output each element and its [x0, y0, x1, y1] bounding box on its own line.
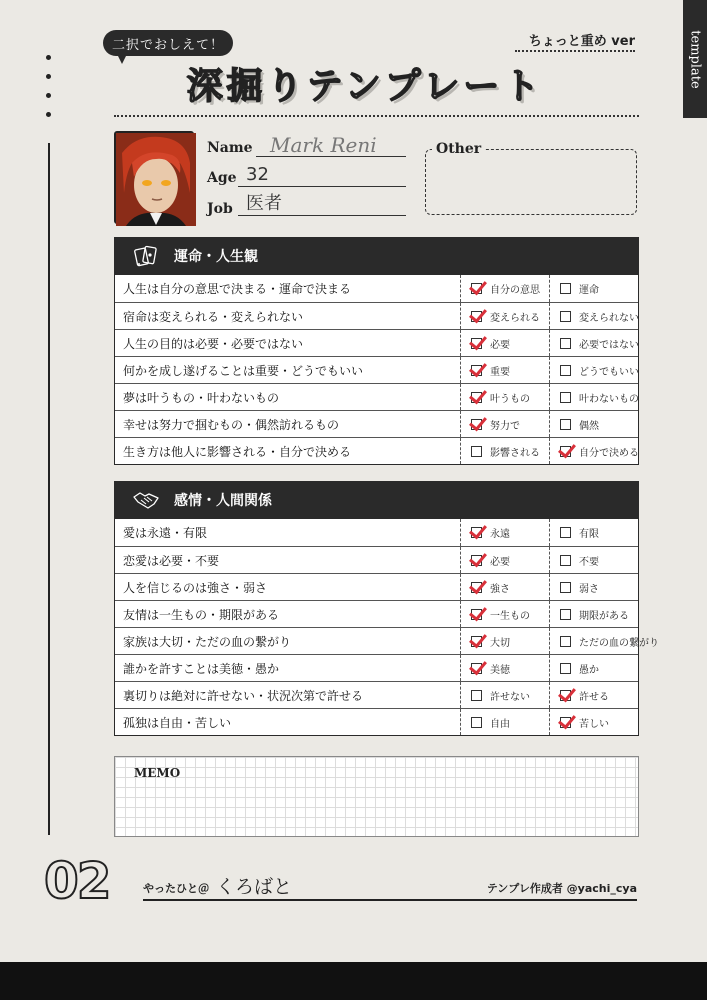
title-divider — [114, 115, 639, 117]
option-a[interactable] — [460, 275, 549, 302]
section-header — [114, 237, 639, 275]
bubble-tail — [116, 52, 128, 64]
option-label: 必要ではない — [579, 339, 639, 351]
name-value: Mark Reni — [270, 133, 377, 157]
option-label: 運命 — [579, 285, 599, 296]
question-text: 人を信じるのは強さ・弱さ — [123, 580, 268, 595]
option-b[interactable] — [549, 601, 638, 627]
question-row — [115, 437, 638, 464]
question-row — [115, 654, 638, 681]
checkbox-checked[interactable] — [471, 338, 482, 349]
question-row — [115, 410, 638, 437]
checkbox[interactable] — [560, 555, 571, 566]
question-list — [114, 275, 639, 465]
section-title: 感情・人間関係 — [174, 493, 272, 509]
checkbox[interactable] — [560, 365, 571, 376]
section-fate — [114, 237, 639, 465]
question-row — [115, 275, 638, 302]
question-text: 人生は自分の意思で決まる・運命で決まる — [123, 282, 352, 296]
option-label: 偶然 — [579, 420, 599, 432]
option-a[interactable] — [460, 357, 549, 383]
avatar — [114, 131, 194, 224]
footer-divider — [143, 899, 637, 901]
option-label: 必要 — [490, 339, 510, 351]
checkbox[interactable] — [560, 283, 571, 294]
option-label: 有限 — [579, 529, 599, 540]
decor-vertical-line — [48, 143, 50, 835]
option-a[interactable] — [460, 303, 549, 329]
checkbox[interactable] — [560, 392, 571, 403]
option-label: 一生もの — [490, 610, 530, 622]
option-label: 自由 — [490, 718, 510, 730]
checkbox-checked[interactable] — [560, 717, 571, 728]
option-b[interactable] — [549, 709, 638, 735]
checkbox-checked[interactable] — [560, 446, 571, 457]
option-a[interactable] — [460, 330, 549, 356]
checkbox[interactable] — [560, 338, 571, 349]
option-a[interactable] — [460, 438, 549, 464]
side-tab-label: template — [687, 29, 703, 89]
other-label: Other — [432, 141, 485, 157]
question-row — [115, 600, 638, 627]
option-label: 美徳 — [490, 664, 510, 676]
option-a[interactable] — [460, 411, 549, 437]
job-label: Job — [207, 201, 233, 217]
option-label: ただの血の繋がり — [579, 637, 659, 649]
question-text: 生き方は他人に影響される・自分で決める — [123, 444, 352, 459]
question-text: 孤独は自由・苦しい — [123, 715, 232, 730]
template-author: テンプレ作成者 @yachi_cya — [486, 882, 637, 895]
decor-dot — [46, 74, 51, 79]
option-b[interactable] — [549, 411, 638, 437]
option-label: 不要 — [579, 556, 599, 568]
checkbox-checked[interactable] — [471, 283, 482, 294]
subtitle-bubble: 二択でおしえて！ — [103, 30, 233, 56]
question-text: 誰かを許すことは美徳・愚か — [123, 661, 280, 676]
option-b[interactable] — [549, 628, 659, 654]
cards-icon — [130, 242, 162, 270]
option-label: 努力で — [490, 420, 520, 432]
option-label: 永遠 — [490, 529, 510, 540]
question-text: 夢は叶うもの・叶わないもの — [123, 390, 280, 405]
checkbox[interactable] — [560, 663, 571, 674]
option-label: 大切 — [490, 637, 510, 649]
option-label: 強さ — [490, 583, 510, 595]
option-label: 必要 — [490, 556, 510, 568]
handshake-icon — [130, 486, 162, 514]
option-label: 期限がある — [579, 610, 629, 622]
option-a[interactable] — [460, 384, 549, 410]
question-text: 裏切りは絶対に許せない・状況次第で許せる — [123, 688, 364, 703]
name-field[interactable] — [256, 133, 406, 157]
option-label: 自分で決める — [579, 447, 639, 459]
question-text: 家族は大切・ただの血の繋がり — [123, 634, 292, 649]
question-text: 幸せは努力で掴むもの・偶然訪れるもの — [123, 417, 340, 432]
option-a[interactable] — [460, 682, 549, 708]
option-b[interactable] — [549, 275, 638, 302]
checkbox[interactable] — [471, 717, 482, 728]
memo-area[interactable] — [114, 756, 639, 837]
other-field[interactable] — [425, 149, 637, 215]
option-a[interactable] — [460, 655, 549, 681]
question-row — [115, 356, 638, 383]
checkbox[interactable] — [560, 609, 571, 620]
option-label: 叶わないもの — [579, 393, 639, 405]
option-label: 弱さ — [579, 583, 599, 595]
option-a[interactable] — [460, 709, 549, 735]
checkbox-checked[interactable] — [471, 365, 482, 376]
option-b[interactable] — [549, 330, 638, 356]
age-label: Age — [207, 170, 237, 186]
option-b[interactable] — [549, 357, 638, 383]
checkbox[interactable] — [560, 419, 571, 430]
decor-dot — [46, 55, 51, 60]
checkbox-checked[interactable] — [471, 582, 482, 593]
question-row — [115, 546, 638, 573]
checkbox-checked[interactable] — [471, 609, 482, 620]
option-b[interactable] — [549, 519, 638, 546]
option-b[interactable] — [549, 574, 638, 600]
option-b[interactable] — [549, 682, 638, 708]
option-label: 影響される — [490, 447, 540, 459]
decor-dot — [46, 93, 51, 98]
bottom-bar — [0, 962, 707, 1000]
name-label: Name — [207, 140, 253, 156]
checkbox[interactable] — [560, 636, 571, 647]
question-text: 友情は一生もの・期限がある — [123, 607, 280, 622]
option-label: 変えられる — [490, 312, 540, 324]
checkbox-checked[interactable] — [471, 419, 482, 430]
question-row — [115, 383, 638, 410]
option-a[interactable] — [460, 628, 549, 654]
checkbox[interactable] — [471, 446, 482, 457]
option-b[interactable] — [549, 547, 638, 573]
question-text: 何かを成し遂げることは重要・どうでもいい — [123, 363, 364, 378]
checkbox-checked[interactable] — [471, 527, 482, 538]
checkbox-checked[interactable] — [560, 690, 571, 701]
checkbox[interactable] — [471, 690, 482, 701]
question-text: 人生の目的は必要・必要ではない — [123, 336, 304, 351]
checkbox-checked[interactable] — [471, 392, 482, 403]
question-row — [115, 329, 638, 356]
checkbox-checked[interactable] — [471, 636, 482, 647]
respondent-label: やったひと＠ — [143, 882, 209, 895]
question-list — [114, 519, 659, 736]
section-title: 運命・人生観 — [174, 249, 258, 265]
option-label: どうでもいい — [579, 366, 639, 378]
age-value: 32 — [246, 164, 269, 185]
option-a[interactable] — [460, 519, 549, 546]
option-label: 許せる — [579, 691, 609, 703]
option-b[interactable] — [549, 303, 638, 329]
job-value: 医者 — [246, 193, 282, 214]
question-text: 愛は永遠・有限 — [123, 526, 208, 540]
checkbox-checked[interactable] — [471, 311, 482, 322]
question-row — [115, 627, 659, 654]
question-row — [115, 573, 638, 600]
option-b[interactable] — [549, 438, 638, 464]
question-text: 宿命は変えられる・変えられない — [123, 309, 304, 324]
option-label: 叶うもの — [490, 393, 530, 405]
age-field[interactable] — [238, 163, 406, 187]
question-row — [115, 708, 638, 735]
page-title: 深掘りテンプレート — [186, 65, 544, 107]
job-field[interactable] — [238, 192, 406, 216]
option-a[interactable] — [460, 547, 549, 573]
checkbox[interactable] — [560, 527, 571, 538]
checkbox[interactable] — [560, 311, 571, 322]
option-label: 自分の意思 — [490, 285, 540, 296]
option-label: 愚か — [579, 664, 599, 676]
section-header — [114, 481, 639, 519]
section-emotion — [114, 481, 659, 736]
page-number: 02 — [44, 852, 110, 910]
option-label: 変えられない — [579, 312, 639, 324]
memo-label: MEMO — [134, 766, 181, 780]
question-row — [115, 681, 638, 708]
decor-dot — [46, 112, 51, 117]
checkbox-checked[interactable] — [471, 663, 482, 674]
side-tab — [683, 0, 707, 118]
checkbox-checked[interactable] — [471, 555, 482, 566]
question-row — [115, 519, 638, 546]
option-label: 苦しい — [579, 718, 609, 730]
option-label: 重要 — [490, 366, 510, 378]
version-label: ちょっと重め ver — [515, 30, 635, 52]
checkbox[interactable] — [560, 582, 571, 593]
question-row — [115, 302, 638, 329]
option-b[interactable] — [549, 384, 638, 410]
option-label: 許せない — [490, 691, 530, 703]
respondent-name: くろばと — [216, 876, 293, 898]
question-text: 恋愛は必要・不要 — [123, 553, 220, 568]
option-a[interactable] — [460, 574, 549, 600]
option-a[interactable] — [460, 601, 549, 627]
option-b[interactable] — [549, 655, 638, 681]
